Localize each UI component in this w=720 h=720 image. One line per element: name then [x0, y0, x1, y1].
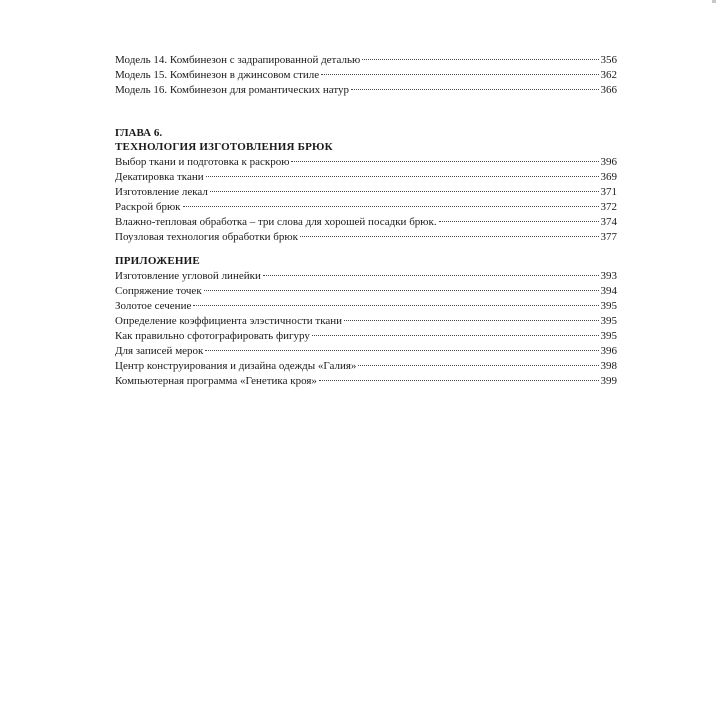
toc-entry[interactable]: [115, 329, 617, 344]
toc-entry-page: 395: [600, 315, 617, 327]
toc-entry-page: 394: [600, 285, 617, 297]
dot-leader: [205, 350, 598, 351]
toc-entry[interactable]: [115, 344, 617, 359]
toc-entry[interactable]: [115, 284, 617, 299]
toc-entry-title: Раскрой брюк: [115, 201, 181, 213]
toc-entry-page: 374: [600, 216, 617, 228]
toc-entry-page: 366: [600, 84, 617, 96]
toc-entry-title: Декатировка ткани: [115, 171, 204, 183]
dot-leader: [439, 221, 599, 222]
toc-entry-page: 371: [600, 186, 617, 198]
dot-leader: [210, 191, 599, 192]
toc-entry-title: Выбор ткани и подготовка к раскрою: [115, 156, 290, 168]
toc-entry-page: 369: [600, 171, 617, 183]
toc-entry[interactable]: [115, 299, 617, 314]
toc-entry[interactable]: [115, 374, 617, 389]
toc-entry-page: 396: [600, 156, 617, 168]
toc-entry[interactable]: [115, 200, 617, 215]
toc-entry-page: 372: [600, 201, 617, 213]
dot-leader: [300, 236, 599, 237]
toc-entry-title: Как правильно сфотографировать фигуру: [115, 330, 310, 342]
toc-entry-title: Изготовление лекал: [115, 186, 208, 198]
dot-leader: [319, 380, 599, 381]
toc-entry[interactable]: [115, 185, 617, 200]
page-corner-mark: [712, 0, 716, 3]
toc-models-list: [115, 53, 617, 98]
toc-entry-title: Определение коэффициента элэстичности ткани: [115, 315, 343, 327]
toc-entry-title: Изготовление угловой линейки: [115, 270, 261, 282]
toc-entry-title: Модель 16. Комбинезон для романтических натур: [115, 84, 350, 96]
toc-entry-title: Модель 14. Комбинезон с задрапированной деталью: [115, 54, 361, 66]
dot-leader: [312, 335, 599, 336]
toc-entry[interactable]: [115, 53, 617, 68]
toc-entry-page: 396: [600, 345, 617, 357]
dot-leader: [344, 320, 598, 321]
toc-entry-page: 399: [600, 375, 617, 387]
toc-entry[interactable]: [115, 68, 617, 83]
toc-entry-title: Для записей мерок: [115, 345, 204, 357]
toc-entry-title: Поузловая технология обработки брюк: [115, 231, 298, 243]
dot-leader: [351, 89, 598, 90]
toc-entry[interactable]: [115, 359, 617, 374]
toc-entry-title: Сопряжение точек: [115, 285, 202, 297]
toc-entry[interactable]: [115, 314, 617, 329]
toc-entry-title: Влажно-тепловая обработка – три слова для хорошей посадки брюк.: [115, 216, 437, 228]
toc-entry-title: Модель 15. Комбинезон в джинсовом стиле: [115, 69, 320, 81]
toc-appendix: [115, 254, 617, 389]
toc-entry[interactable]: [115, 269, 617, 284]
dot-leader: [321, 74, 598, 75]
dot-leader: [362, 59, 598, 60]
toc-entry-page: 395: [600, 330, 617, 342]
dot-leader: [206, 176, 599, 177]
toc-chapter-6: [115, 127, 617, 245]
appendix-title: ПРИЛОЖЕНИЕ: [115, 255, 200, 267]
toc-entry[interactable]: [115, 230, 617, 245]
toc-entry[interactable]: [115, 155, 617, 170]
toc-entry-page: 377: [600, 231, 617, 243]
toc-entry-page: 393: [600, 270, 617, 282]
dot-leader: [193, 305, 598, 306]
dot-leader: [263, 275, 599, 276]
dot-leader: [183, 206, 599, 207]
toc-entry-title: Компьютерная программа «Генетика кроя»: [115, 375, 317, 387]
toc-entry-page: 398: [600, 360, 617, 372]
toc-entry-page: 362: [600, 69, 617, 81]
toc-entry-page: 395: [600, 300, 617, 312]
toc-entry[interactable]: [115, 170, 617, 185]
dot-leader: [358, 365, 598, 366]
toc-entry-page: 356: [600, 54, 617, 66]
chapter-label: ГЛАВА 6.: [115, 127, 163, 139]
chapter-title: ТЕХНОЛОГИЯ ИЗГОТОВЛЕНИЯ БРЮК: [115, 141, 333, 153]
dot-leader: [291, 161, 598, 162]
toc-entry[interactable]: [115, 215, 617, 230]
toc-entry-title: Золотое сечение: [115, 300, 192, 312]
dot-leader: [204, 290, 599, 291]
toc-entry-title: Центр конструирования и дизайна одежды «Галия»: [115, 360, 357, 372]
toc-entry[interactable]: [115, 83, 617, 98]
